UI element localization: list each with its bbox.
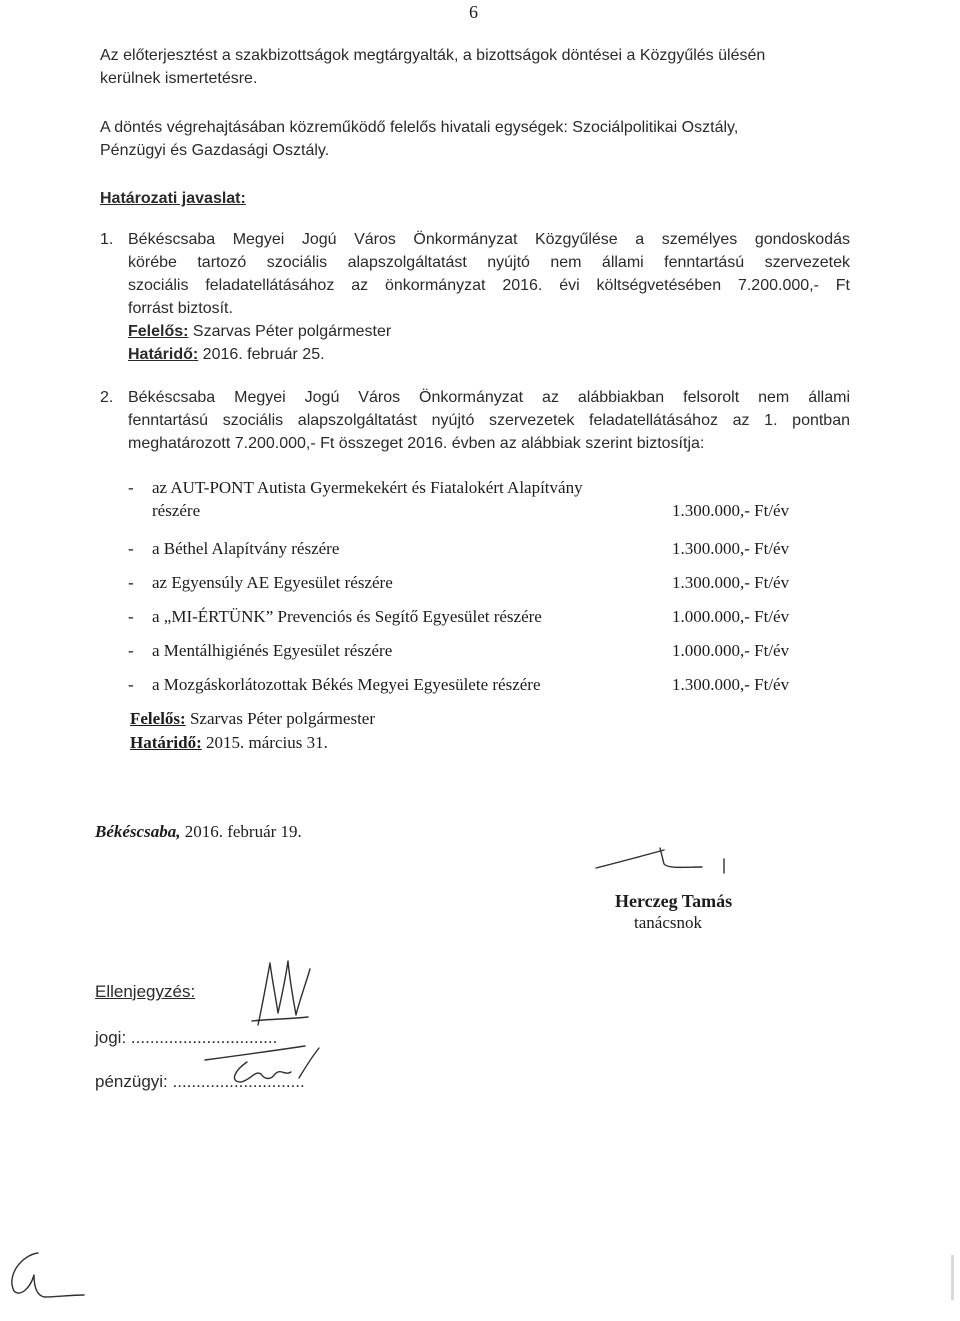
point-2-number: 2. bbox=[100, 389, 114, 406]
page-number: 6 bbox=[469, 2, 478, 22]
list-item-text: a „MI-ÉRTÜNK” Prevenciós és Segítő Egyesület részére bbox=[152, 607, 542, 626]
signer-name: Herczeg Tamás bbox=[615, 891, 733, 911]
legal-dots: ............................... bbox=[130, 1028, 278, 1047]
list-dash: - bbox=[128, 478, 134, 497]
responsible-value: Szarvas Péter polgármester bbox=[188, 323, 392, 340]
finance-label: pénzügyi: bbox=[95, 1072, 173, 1091]
point-1-line-2: körébe tartozó szociális alapszolgáltatást nyújtó nem állami fenntartású szervezetek bbox=[128, 254, 850, 271]
list-item-text: a Mentálhigiénés Egyesület részére bbox=[152, 641, 393, 660]
list-item-amount: 1.300.000,- Ft/év bbox=[672, 539, 790, 558]
scan-edge-mark bbox=[951, 1255, 954, 1300]
list-dash: - bbox=[128, 675, 134, 694]
deadline-label: Határidő: bbox=[128, 346, 199, 363]
list-item-text: az AUT-PONT Autista Gyermekekért és Fiatalokért Alapítvány bbox=[152, 478, 583, 497]
list-item-amount: 1.300.000,- Ft/év bbox=[672, 675, 790, 694]
countersign-label: Ellenjegyzés: bbox=[95, 982, 196, 1001]
place: Békéscsaba, bbox=[95, 822, 181, 841]
legal-label: jogi: bbox=[95, 1028, 131, 1047]
legal-signature bbox=[250, 955, 330, 1030]
list-dash: - bbox=[128, 641, 134, 660]
point-1-responsible bbox=[128, 320, 391, 344]
place-date bbox=[95, 820, 302, 844]
list-item-amount: 1.300.000,- Ft/év bbox=[672, 573, 790, 592]
list-item-amount: 1.000.000,- Ft/év bbox=[672, 641, 790, 660]
finance-line bbox=[95, 1070, 305, 1094]
intro-line-4: Pénzügyi és Gazdasági Osztály. bbox=[100, 142, 330, 159]
list-item-text: az Egyensúly AE Egyesület részére bbox=[152, 573, 393, 592]
signer-title: tanácsnok bbox=[634, 913, 702, 932]
intro-line-2: kerülnek ismertetésre. bbox=[100, 70, 258, 87]
resolution-heading: Határozati javaslat: bbox=[100, 190, 246, 207]
point-1-line-4: forrást biztosít. bbox=[128, 300, 233, 317]
initials-signature bbox=[0, 1245, 90, 1305]
intro-line-3: A döntés végrehajtásában közreműködő felelős hivatali egységek: Szociálpolitikai Osztály, bbox=[100, 119, 739, 136]
point-2-deadline bbox=[130, 731, 328, 755]
point-2-responsible bbox=[130, 707, 375, 731]
point-2-line-2: fenntartású szociális alapszolgáltatást nyújtó szervezetek feladatellátásához az 1. pontban bbox=[128, 412, 850, 429]
list-dash: - bbox=[128, 573, 134, 592]
deadline-value: 2016. február 25. bbox=[198, 346, 325, 363]
point-1-deadline bbox=[128, 343, 325, 367]
deadline-label: Határidő: bbox=[130, 733, 202, 752]
responsible-label: Felelős: bbox=[130, 709, 186, 728]
deadline-value: 2015. március 31. bbox=[201, 733, 328, 752]
point-1-number: 1. bbox=[100, 231, 114, 248]
point-1-line-1: Békéscsaba Megyei Jogú Város Önkormányzat Közgyűlése a személyes gondoskodás bbox=[128, 231, 850, 248]
list-item-amount: 1.000.000,- Ft/év bbox=[672, 607, 790, 626]
list-item-text: a Béthel Alapítvány részére bbox=[152, 539, 340, 558]
finance-dots: ............................ bbox=[172, 1072, 305, 1091]
signer-signature bbox=[590, 840, 730, 880]
list-dash: - bbox=[128, 607, 134, 626]
responsible-label: Felelős: bbox=[128, 323, 189, 340]
list-item-amount: 1.300.000,- Ft/év bbox=[672, 501, 790, 520]
point-1-line-3: szociális feladatellátásához az önkormányzat 2016. évi költségvetésében 7.200.000,- Ft bbox=[128, 277, 850, 294]
date: 2016. február 19. bbox=[180, 822, 302, 841]
intro-line-1: Az előterjesztést a szakbizottságok megtárgyalták, a bizottságok döntései a Közgyűlés ülésén bbox=[100, 47, 766, 64]
point-2-line-3: meghatározott 7.200.000,- Ft összeget 2016. évben az alábbiak szerint biztosítja: bbox=[128, 435, 705, 452]
list-dash: - bbox=[128, 539, 134, 558]
point-2-line-1: Békéscsaba Megyei Jogú Város Önkormányzat az alábbiakban felsorolt nem állami bbox=[128, 389, 850, 406]
list-item-text-continued: részére bbox=[152, 501, 201, 520]
responsible-value: Szarvas Péter polgármester bbox=[185, 709, 375, 728]
list-item-text: a Mozgáskorlátozottak Békés Megyei Egyesülete részére bbox=[152, 675, 541, 694]
